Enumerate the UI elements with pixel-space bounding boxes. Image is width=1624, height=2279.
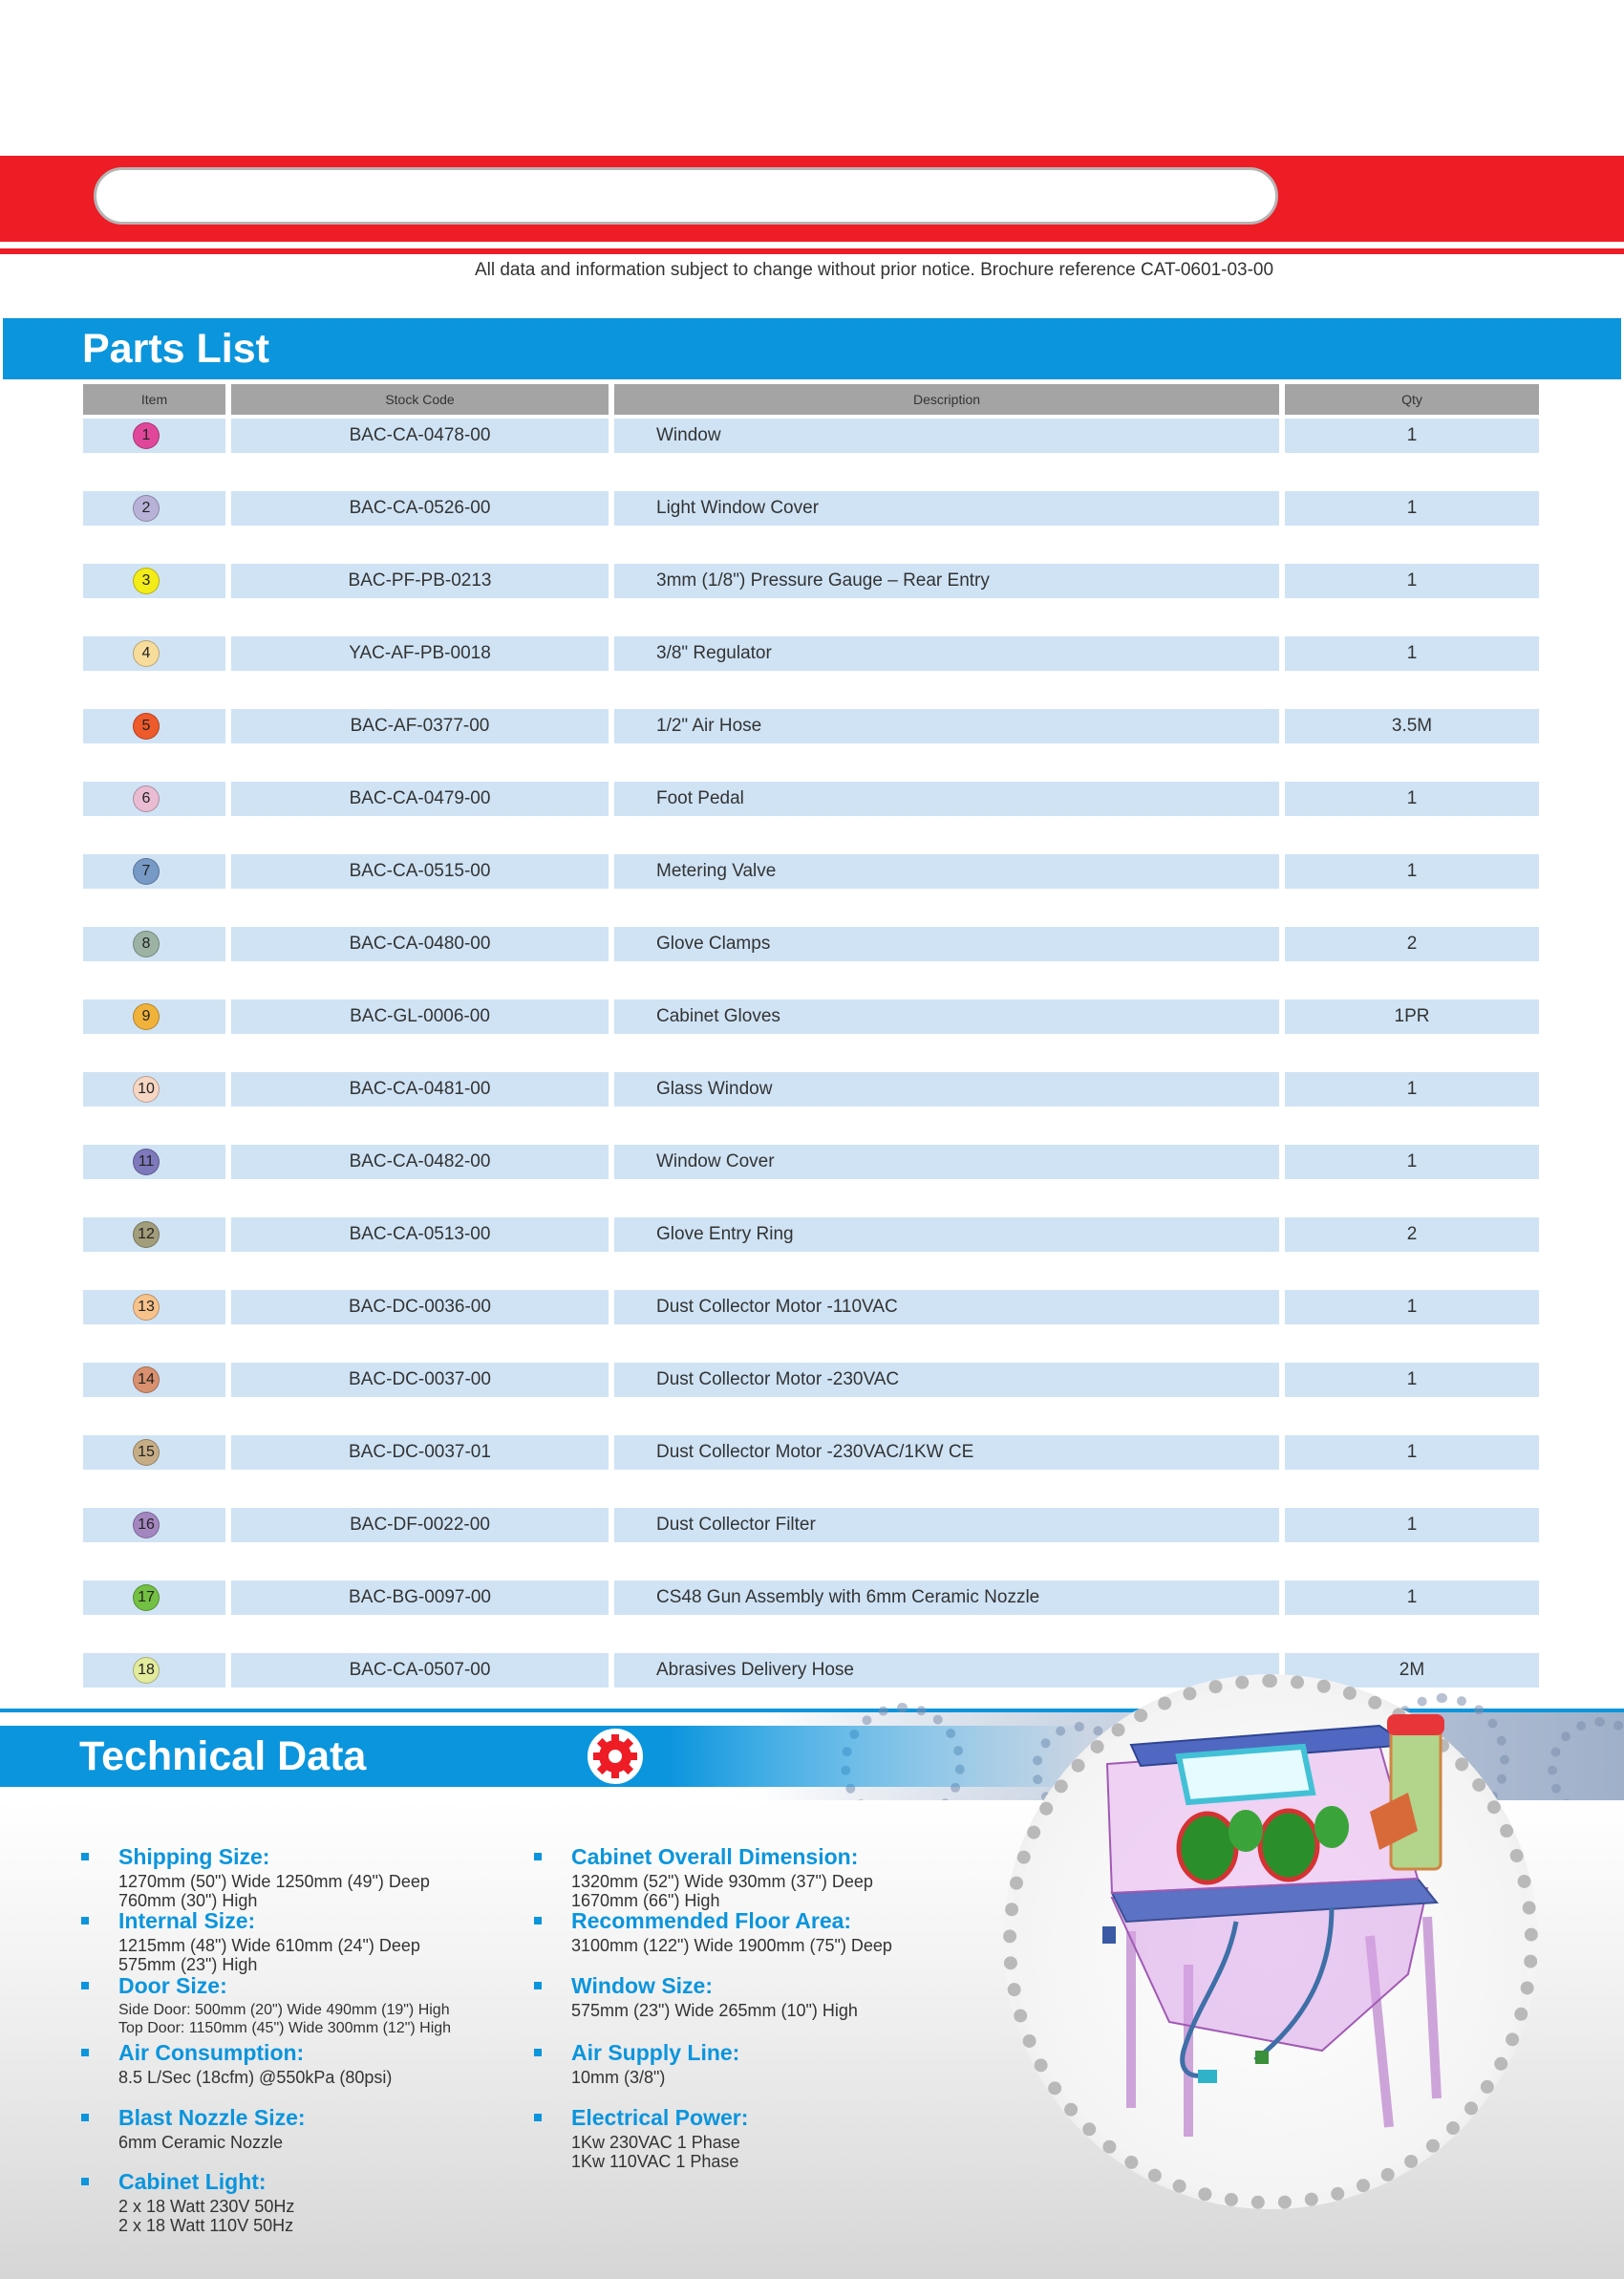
table-row xyxy=(83,850,1539,923)
table-row xyxy=(83,923,1539,996)
qty-cell: 1 xyxy=(1285,1290,1539,1324)
stock-code-cell: BAC-CA-0507-00 xyxy=(231,1653,609,1688)
stock-code-cell: BAC-CA-0481-00 xyxy=(231,1072,609,1107)
item-cell xyxy=(83,709,225,743)
spec-value: 2 x 18 Watt 230V 50Hz xyxy=(118,2197,295,2216)
spec-value: 3100mm (122") Wide 1900mm (75") Deep xyxy=(571,1936,892,1955)
item-cell xyxy=(83,1363,225,1397)
stock-code-cell: BAC-CA-0515-00 xyxy=(231,854,609,889)
bullet-icon xyxy=(81,1853,89,1860)
disclaimer-text: All data and information subject to change without prior notice. Brochure reference CAT-0601-03-00 xyxy=(474,260,1274,280)
qty-cell: 1 xyxy=(1285,1145,1539,1179)
description-cell: Dust Collector Motor -110VAC xyxy=(614,1290,1279,1324)
item-number-badge: 9 xyxy=(133,1003,160,1030)
gear-icon xyxy=(585,1726,646,1787)
description-cell: Dust Collector Filter xyxy=(614,1508,1279,1542)
description-cell: Light Window Cover xyxy=(614,491,1279,526)
table-header xyxy=(83,384,1539,415)
spec-value: 8.5 L/Sec (18cfm) @550kPa (80psi) xyxy=(118,2068,393,2087)
item-number-badge: 3 xyxy=(133,568,160,594)
item-cell xyxy=(83,1508,225,1542)
item-cell xyxy=(83,854,225,889)
spec-value: 760mm (30") High xyxy=(118,1891,258,1910)
spec-item xyxy=(571,2105,1020,2171)
spec-label: Blast Nozzle Size: xyxy=(118,2105,306,2130)
table-row xyxy=(83,1286,1539,1359)
bullet-icon xyxy=(81,1982,89,1989)
stock-code-cell: BAC-CA-0478-00 xyxy=(231,419,609,453)
item-number-badge: 15 xyxy=(133,1439,160,1466)
qty-cell: 2 xyxy=(1285,927,1539,961)
parts-section-bar xyxy=(3,318,1621,379)
bullet-icon xyxy=(534,1982,542,1989)
spec-value: 2 x 18 Watt 110V 50Hz xyxy=(118,2216,294,2235)
stock-code-cell: BAC-CA-0479-00 xyxy=(231,782,609,816)
qty-cell: 1 xyxy=(1285,782,1539,816)
table-row xyxy=(83,1504,1539,1577)
item-cell xyxy=(83,1435,225,1470)
spec-label: Cabinet Light: xyxy=(118,2169,267,2194)
parts-title: Parts List xyxy=(82,326,269,372)
bullet-icon xyxy=(81,1917,89,1924)
qty-cell: 1 xyxy=(1285,1072,1539,1107)
col-code-header: Stock Code xyxy=(231,384,609,415)
item-cell xyxy=(83,1290,225,1324)
stock-code-cell: BAC-GL-0006-00 xyxy=(231,1000,609,1034)
stock-code-cell: BAC-DF-0022-00 xyxy=(231,1508,609,1542)
description-cell: 3mm (1/8") Pressure Gauge – Rear Entry xyxy=(614,564,1279,598)
stock-code-cell: BAC-AF-0377-00 xyxy=(231,709,609,743)
qty-cell: 1 xyxy=(1285,636,1539,671)
spec-item xyxy=(118,2169,567,2235)
description-cell: Glass Window xyxy=(614,1072,1279,1107)
spec-value: Side Door: 500mm (20") Wide 490mm (19") High xyxy=(118,2002,450,2018)
description-cell: 1/2" Air Hose xyxy=(614,709,1279,743)
stock-code-cell: BAC-DC-0036-00 xyxy=(231,1290,609,1324)
item-number-badge: 5 xyxy=(133,713,160,740)
description-cell: Glove Clamps xyxy=(614,927,1279,961)
spec-label: Internal Size: xyxy=(118,1908,256,1933)
header-pill xyxy=(94,167,1278,225)
spec-item xyxy=(118,2040,567,2087)
table-row xyxy=(83,778,1539,850)
stock-code-cell: BAC-CA-0513-00 xyxy=(231,1217,609,1252)
description-cell: Window xyxy=(614,419,1279,453)
item-number-badge: 7 xyxy=(133,858,160,885)
bullet-icon xyxy=(534,2114,542,2121)
item-number-badge: 13 xyxy=(133,1294,160,1321)
spec-label: Door Size: xyxy=(118,1973,227,1998)
stock-code-cell: BAC-CA-0480-00 xyxy=(231,927,609,961)
table-row xyxy=(83,1431,1539,1504)
description-cell: Glove Entry Ring xyxy=(614,1217,1279,1252)
spec-item xyxy=(571,1908,1020,1955)
item-cell xyxy=(83,1580,225,1615)
item-number-badge: 17 xyxy=(133,1584,160,1611)
spec-value: 10mm (3/8") xyxy=(571,2068,666,2087)
spec-value: 575mm (23") Wide 265mm (10") High xyxy=(571,2001,858,2020)
spec-label: Recommended Floor Area: xyxy=(571,1908,852,1933)
parts-table xyxy=(83,384,1539,1722)
item-cell xyxy=(83,636,225,671)
description-cell: Dust Collector Motor -230VAC/1KW CE xyxy=(614,1435,1279,1470)
stock-code-cell: BAC-BG-0097-00 xyxy=(231,1580,609,1615)
col-item-header: Item xyxy=(83,384,225,415)
stock-code-cell: BAC-DC-0037-00 xyxy=(231,1363,609,1397)
description-cell: Metering Valve xyxy=(614,854,1279,889)
stock-code-cell: BAC-DC-0037-01 xyxy=(231,1435,609,1470)
spec-item xyxy=(118,1908,567,1974)
item-number-badge: 1 xyxy=(133,422,160,449)
item-number-badge: 18 xyxy=(133,1657,160,1684)
spec-value: 1270mm (50") Wide 1250mm (49") Deep xyxy=(118,1872,430,1891)
spec-item xyxy=(118,1973,567,2037)
qty-cell: 3.5M xyxy=(1285,709,1539,743)
col-qty-header: Qty xyxy=(1285,384,1539,415)
item-cell xyxy=(83,1145,225,1179)
table-row xyxy=(83,1577,1539,1649)
table-row xyxy=(83,1214,1539,1286)
table-body xyxy=(83,415,1539,1722)
spec-item xyxy=(571,1844,1020,1910)
item-cell xyxy=(83,1072,225,1107)
qty-cell: 1 xyxy=(1285,419,1539,453)
spec-label: Cabinet Overall Dimension: xyxy=(571,1844,859,1869)
description-cell: Foot Pedal xyxy=(614,782,1279,816)
qty-cell: 2M xyxy=(1285,1653,1539,1688)
description-cell: Dust Collector Motor -230VAC xyxy=(614,1363,1279,1397)
spec-label: Window Size: xyxy=(571,1973,714,1998)
qty-cell: 1 xyxy=(1285,564,1539,598)
header-band xyxy=(0,156,1624,242)
stock-code-cell: YAC-AF-PB-0018 xyxy=(231,636,609,671)
qty-cell: 1 xyxy=(1285,1435,1539,1470)
qty-cell: 1 xyxy=(1285,491,1539,526)
spec-label: Electrical Power: xyxy=(571,2105,749,2130)
item-cell xyxy=(83,1217,225,1252)
table-row xyxy=(83,560,1539,633)
table-row xyxy=(83,1068,1539,1141)
tech-section-bar xyxy=(0,1726,1089,1787)
item-cell xyxy=(83,419,225,453)
description-cell: Abrasives Delivery Hose xyxy=(614,1653,1279,1688)
spec-label: Shipping Size: xyxy=(118,1844,270,1869)
item-cell xyxy=(83,1000,225,1034)
qty-cell: 1PR xyxy=(1285,1000,1539,1034)
item-cell xyxy=(83,491,225,526)
qty-cell: 1 xyxy=(1285,1363,1539,1397)
col-desc-header: Description xyxy=(614,384,1279,415)
item-number-badge: 10 xyxy=(133,1076,160,1103)
item-number-badge: 8 xyxy=(133,931,160,957)
description-cell: 3/8" Regulator xyxy=(614,636,1279,671)
spec-value: 575mm (23") High xyxy=(118,1955,258,1974)
spec-item xyxy=(571,1973,1020,2020)
blast-cabinet-illustration xyxy=(1003,1674,1538,2209)
spec-label: Air Supply Line: xyxy=(571,2040,740,2065)
spec-item xyxy=(571,2040,1020,2087)
description-cell: CS48 Gun Assembly with 6mm Ceramic Nozzle xyxy=(614,1580,1279,1615)
table-row xyxy=(83,633,1539,705)
item-number-badge: 11 xyxy=(133,1149,160,1175)
spec-value: 1Kw 230VAC 1 Phase xyxy=(571,2133,740,2152)
stock-code-cell: BAC-CA-0526-00 xyxy=(231,491,609,526)
spec-value: 6mm Ceramic Nozzle xyxy=(118,2133,284,2152)
spec-value: 1320mm (52") Wide 930mm (37") Deep xyxy=(571,1872,873,1891)
item-cell xyxy=(83,782,225,816)
item-number-badge: 14 xyxy=(133,1366,160,1393)
table-row xyxy=(83,415,1539,487)
spec-value: 1Kw 110VAC 1 Phase xyxy=(571,2152,739,2171)
item-number-badge: 16 xyxy=(133,1512,160,1538)
spec-label: Air Consumption: xyxy=(118,2040,305,2065)
table-row xyxy=(83,487,1539,560)
qty-cell: 1 xyxy=(1285,1580,1539,1615)
bullet-icon xyxy=(534,2049,542,2056)
item-number-badge: 4 xyxy=(133,640,160,667)
bullet-icon xyxy=(81,2114,89,2121)
qty-cell: 1 xyxy=(1285,854,1539,889)
item-number-badge: 6 xyxy=(133,785,160,812)
spec-value: Top Door: 1150mm (45") Wide 300mm (12") High xyxy=(118,2020,452,2036)
stock-code-cell: BAC-PF-PB-0213 xyxy=(231,564,609,598)
qty-cell: 2 xyxy=(1285,1217,1539,1252)
spec-value: 1670mm (66") High xyxy=(571,1891,720,1910)
table-row xyxy=(83,1359,1539,1431)
spec-item xyxy=(118,1844,567,1910)
bullet-icon xyxy=(81,2178,89,2185)
item-number-badge: 2 xyxy=(133,495,160,522)
item-cell xyxy=(83,1653,225,1688)
table-row xyxy=(83,1141,1539,1214)
item-number-badge: 12 xyxy=(133,1221,160,1248)
spec-value: 1215mm (48") Wide 610mm (24") Deep xyxy=(118,1936,420,1955)
stock-code-cell: BAC-CA-0482-00 xyxy=(231,1145,609,1179)
header-rule xyxy=(0,248,1624,254)
qty-cell: 1 xyxy=(1285,1508,1539,1542)
tech-title: Technical Data xyxy=(79,1733,367,1779)
bullet-icon xyxy=(534,1853,542,1860)
description-cell: Window Cover xyxy=(614,1145,1279,1179)
spec-item xyxy=(118,2105,567,2152)
table-row xyxy=(83,996,1539,1068)
bullet-icon xyxy=(81,2049,89,2056)
item-cell xyxy=(83,564,225,598)
bullet-icon xyxy=(534,1917,542,1924)
item-cell xyxy=(83,927,225,961)
description-cell: Cabinet Gloves xyxy=(614,1000,1279,1034)
table-row xyxy=(83,705,1539,778)
